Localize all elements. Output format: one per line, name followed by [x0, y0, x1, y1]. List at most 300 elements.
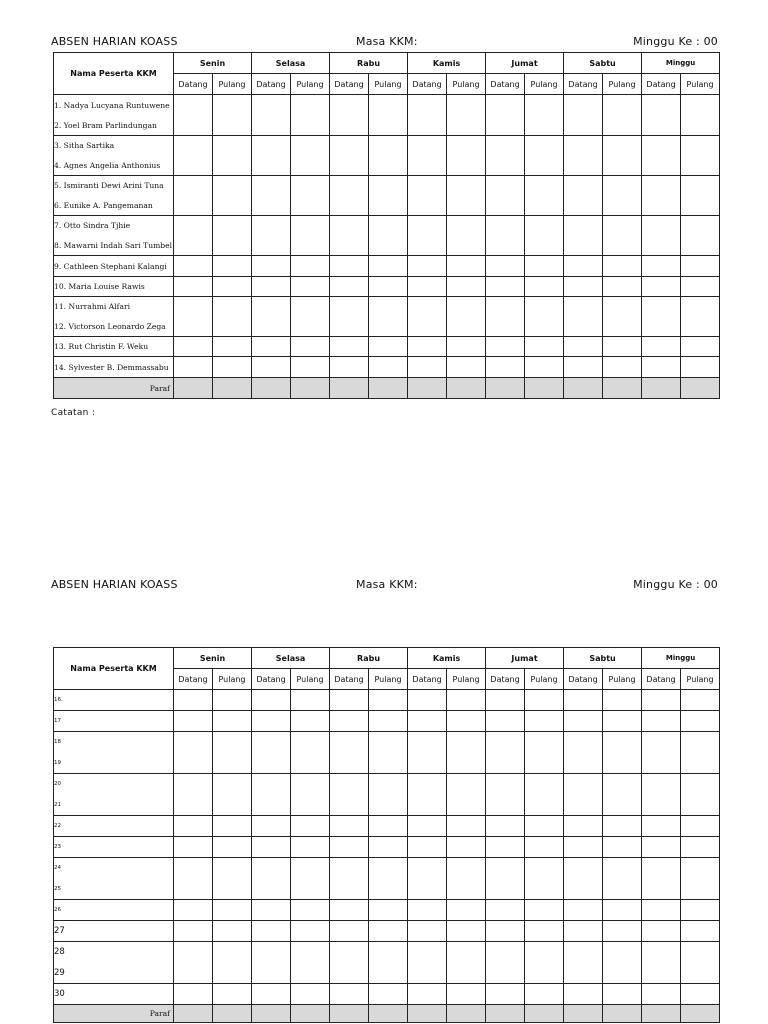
datang-cell[interactable]: [330, 216, 369, 236]
pulang-cell[interactable]: [525, 858, 564, 879]
datang-cell[interactable]: [564, 297, 603, 317]
datang-cell[interactable]: [330, 690, 369, 711]
pulang-cell[interactable]: [447, 136, 486, 156]
pulang-cell[interactable]: [213, 711, 252, 732]
datang-cell[interactable]: [174, 732, 213, 753]
pulang-cell[interactable]: [525, 879, 564, 900]
pulang-cell[interactable]: [369, 297, 408, 317]
pulang-cell[interactable]: [291, 795, 330, 816]
pulang-cell[interactable]: [291, 1005, 330, 1023]
pulang-cell[interactable]: [369, 256, 408, 277]
datang-cell[interactable]: [252, 297, 291, 317]
datang-cell[interactable]: [642, 816, 681, 837]
pulang-cell[interactable]: [525, 984, 564, 1005]
datang-cell[interactable]: [330, 116, 369, 136]
pulang-cell[interactable]: [525, 337, 564, 357]
datang-cell[interactable]: [174, 753, 213, 774]
pulang-cell[interactable]: [681, 963, 720, 984]
pulang-cell[interactable]: [369, 816, 408, 837]
datang-cell[interactable]: [174, 297, 213, 317]
pulang-cell[interactable]: [681, 216, 720, 236]
pulang-cell[interactable]: [681, 196, 720, 216]
pulang-cell[interactable]: [291, 95, 330, 116]
pulang-cell[interactable]: [291, 337, 330, 357]
datang-cell[interactable]: [486, 900, 525, 921]
datang-cell[interactable]: [642, 837, 681, 858]
datang-cell[interactable]: [174, 116, 213, 136]
datang-cell[interactable]: [642, 984, 681, 1005]
pulang-cell[interactable]: [213, 837, 252, 858]
datang-cell[interactable]: [174, 984, 213, 1005]
datang-cell[interactable]: [174, 357, 213, 378]
datang-cell[interactable]: [564, 357, 603, 378]
datang-cell[interactable]: [174, 317, 213, 337]
pulang-cell[interactable]: [291, 753, 330, 774]
datang-cell[interactable]: [330, 136, 369, 156]
pulang-cell[interactable]: [447, 256, 486, 277]
pulang-cell[interactable]: [291, 900, 330, 921]
datang-cell[interactable]: [642, 711, 681, 732]
datang-cell[interactable]: [564, 256, 603, 277]
datang-cell[interactable]: [486, 256, 525, 277]
datang-cell[interactable]: [408, 156, 447, 176]
pulang-cell[interactable]: [603, 690, 642, 711]
datang-cell[interactable]: [174, 1005, 213, 1023]
datang-cell[interactable]: [252, 357, 291, 378]
datang-cell[interactable]: [330, 900, 369, 921]
pulang-cell[interactable]: [369, 753, 408, 774]
datang-cell[interactable]: [564, 837, 603, 858]
datang-cell[interactable]: [408, 900, 447, 921]
datang-cell[interactable]: [408, 378, 447, 399]
pulang-cell[interactable]: [681, 732, 720, 753]
pulang-cell[interactable]: [213, 116, 252, 136]
pulang-cell[interactable]: [603, 984, 642, 1005]
datang-cell[interactable]: [330, 753, 369, 774]
pulang-cell[interactable]: [603, 95, 642, 116]
datang-cell[interactable]: [564, 337, 603, 357]
pulang-cell[interactable]: [681, 690, 720, 711]
datang-cell[interactable]: [408, 1005, 447, 1023]
pulang-cell[interactable]: [291, 879, 330, 900]
pulang-cell[interactable]: [603, 337, 642, 357]
datang-cell[interactable]: [408, 984, 447, 1005]
datang-cell[interactable]: [486, 858, 525, 879]
datang-cell[interactable]: [174, 963, 213, 984]
pulang-cell[interactable]: [213, 176, 252, 196]
datang-cell[interactable]: [564, 753, 603, 774]
datang-cell[interactable]: [330, 921, 369, 942]
datang-cell[interactable]: [642, 900, 681, 921]
pulang-cell[interactable]: [603, 357, 642, 378]
datang-cell[interactable]: [642, 753, 681, 774]
pulang-cell[interactable]: [369, 277, 408, 297]
pulang-cell[interactable]: [447, 317, 486, 337]
datang-cell[interactable]: [642, 337, 681, 357]
pulang-cell[interactable]: [525, 837, 564, 858]
datang-cell[interactable]: [642, 116, 681, 136]
pulang-cell[interactable]: [681, 236, 720, 256]
datang-cell[interactable]: [252, 963, 291, 984]
pulang-cell[interactable]: [681, 774, 720, 795]
datang-cell[interactable]: [408, 277, 447, 297]
pulang-cell[interactable]: [603, 900, 642, 921]
datang-cell[interactable]: [408, 196, 447, 216]
pulang-cell[interactable]: [681, 156, 720, 176]
pulang-cell[interactable]: [213, 337, 252, 357]
pulang-cell[interactable]: [369, 236, 408, 256]
datang-cell[interactable]: [174, 378, 213, 399]
pulang-cell[interactable]: [447, 837, 486, 858]
datang-cell[interactable]: [408, 711, 447, 732]
pulang-cell[interactable]: [291, 176, 330, 196]
pulang-cell[interactable]: [525, 216, 564, 236]
pulang-cell[interactable]: [681, 795, 720, 816]
pulang-cell[interactable]: [291, 156, 330, 176]
pulang-cell[interactable]: [681, 256, 720, 277]
pulang-cell[interactable]: [447, 900, 486, 921]
datang-cell[interactable]: [330, 196, 369, 216]
datang-cell[interactable]: [642, 795, 681, 816]
datang-cell[interactable]: [330, 236, 369, 256]
datang-cell[interactable]: [408, 216, 447, 236]
pulang-cell[interactable]: [525, 256, 564, 277]
datang-cell[interactable]: [330, 317, 369, 337]
pulang-cell[interactable]: [291, 963, 330, 984]
pulang-cell[interactable]: [213, 216, 252, 236]
pulang-cell[interactable]: [525, 236, 564, 256]
datang-cell[interactable]: [330, 378, 369, 399]
pulang-cell[interactable]: [525, 95, 564, 116]
datang-cell[interactable]: [486, 837, 525, 858]
datang-cell[interactable]: [174, 136, 213, 156]
pulang-cell[interactable]: [369, 176, 408, 196]
datang-cell[interactable]: [252, 795, 291, 816]
datang-cell[interactable]: [330, 357, 369, 378]
datang-cell[interactable]: [486, 711, 525, 732]
datang-cell[interactable]: [564, 984, 603, 1005]
pulang-cell[interactable]: [447, 337, 486, 357]
datang-cell[interactable]: [252, 216, 291, 236]
pulang-cell[interactable]: [603, 795, 642, 816]
datang-cell[interactable]: [252, 858, 291, 879]
datang-cell[interactable]: [408, 816, 447, 837]
datang-cell[interactable]: [330, 879, 369, 900]
pulang-cell[interactable]: [603, 753, 642, 774]
datang-cell[interactable]: [252, 900, 291, 921]
pulang-cell[interactable]: [525, 711, 564, 732]
pulang-cell[interactable]: [369, 156, 408, 176]
pulang-cell[interactable]: [681, 136, 720, 156]
datang-cell[interactable]: [174, 156, 213, 176]
pulang-cell[interactable]: [681, 711, 720, 732]
datang-cell[interactable]: [486, 879, 525, 900]
pulang-cell[interactable]: [681, 337, 720, 357]
pulang-cell[interactable]: [603, 236, 642, 256]
pulang-cell[interactable]: [447, 690, 486, 711]
datang-cell[interactable]: [642, 1005, 681, 1023]
datang-cell[interactable]: [174, 176, 213, 196]
pulang-cell[interactable]: [603, 156, 642, 176]
datang-cell[interactable]: [252, 753, 291, 774]
datang-cell[interactable]: [564, 236, 603, 256]
pulang-cell[interactable]: [369, 357, 408, 378]
pulang-cell[interactable]: [603, 837, 642, 858]
pulang-cell[interactable]: [447, 858, 486, 879]
pulang-cell[interactable]: [369, 942, 408, 963]
pulang-cell[interactable]: [369, 136, 408, 156]
datang-cell[interactable]: [252, 95, 291, 116]
pulang-cell[interactable]: [213, 297, 252, 317]
pulang-cell[interactable]: [369, 1005, 408, 1023]
datang-cell[interactable]: [252, 116, 291, 136]
datang-cell[interactable]: [642, 963, 681, 984]
datang-cell[interactable]: [174, 337, 213, 357]
pulang-cell[interactable]: [369, 116, 408, 136]
datang-cell[interactable]: [564, 136, 603, 156]
datang-cell[interactable]: [408, 963, 447, 984]
datang-cell[interactable]: [486, 795, 525, 816]
datang-cell[interactable]: [642, 774, 681, 795]
pulang-cell[interactable]: [603, 1005, 642, 1023]
datang-cell[interactable]: [486, 297, 525, 317]
datang-cell[interactable]: [408, 837, 447, 858]
datang-cell[interactable]: [330, 963, 369, 984]
datang-cell[interactable]: [174, 837, 213, 858]
pulang-cell[interactable]: [291, 984, 330, 1005]
datang-cell[interactable]: [486, 317, 525, 337]
pulang-cell[interactable]: [603, 774, 642, 795]
datang-cell[interactable]: [408, 337, 447, 357]
datang-cell[interactable]: [486, 236, 525, 256]
datang-cell[interactable]: [486, 963, 525, 984]
pulang-cell[interactable]: [525, 816, 564, 837]
datang-cell[interactable]: [486, 216, 525, 236]
datang-cell[interactable]: [408, 858, 447, 879]
pulang-cell[interactable]: [447, 116, 486, 136]
pulang-cell[interactable]: [525, 690, 564, 711]
datang-cell[interactable]: [330, 156, 369, 176]
pulang-cell[interactable]: [369, 216, 408, 236]
datang-cell[interactable]: [252, 921, 291, 942]
datang-cell[interactable]: [564, 690, 603, 711]
datang-cell[interactable]: [564, 900, 603, 921]
datang-cell[interactable]: [408, 317, 447, 337]
datang-cell[interactable]: [642, 732, 681, 753]
pulang-cell[interactable]: [369, 774, 408, 795]
pulang-cell[interactable]: [213, 753, 252, 774]
pulang-cell[interactable]: [213, 816, 252, 837]
pulang-cell[interactable]: [681, 753, 720, 774]
datang-cell[interactable]: [408, 116, 447, 136]
datang-cell[interactable]: [486, 156, 525, 176]
datang-cell[interactable]: [252, 337, 291, 357]
datang-cell[interactable]: [330, 337, 369, 357]
datang-cell[interactable]: [252, 690, 291, 711]
pulang-cell[interactable]: [291, 317, 330, 337]
pulang-cell[interactable]: [369, 337, 408, 357]
datang-cell[interactable]: [252, 984, 291, 1005]
datang-cell[interactable]: [486, 816, 525, 837]
pulang-cell[interactable]: [603, 216, 642, 236]
datang-cell[interactable]: [408, 879, 447, 900]
pulang-cell[interactable]: [447, 95, 486, 116]
pulang-cell[interactable]: [525, 900, 564, 921]
pulang-cell[interactable]: [291, 942, 330, 963]
datang-cell[interactable]: [564, 795, 603, 816]
pulang-cell[interactable]: [525, 1005, 564, 1023]
datang-cell[interactable]: [408, 297, 447, 317]
datang-cell[interactable]: [564, 921, 603, 942]
datang-cell[interactable]: [174, 256, 213, 277]
datang-cell[interactable]: [252, 816, 291, 837]
pulang-cell[interactable]: [447, 357, 486, 378]
pulang-cell[interactable]: [213, 317, 252, 337]
pulang-cell[interactable]: [681, 357, 720, 378]
datang-cell[interactable]: [252, 378, 291, 399]
pulang-cell[interactable]: [603, 816, 642, 837]
datang-cell[interactable]: [252, 711, 291, 732]
datang-cell[interactable]: [564, 963, 603, 984]
pulang-cell[interactable]: [213, 378, 252, 399]
datang-cell[interactable]: [408, 690, 447, 711]
pulang-cell[interactable]: [213, 984, 252, 1005]
datang-cell[interactable]: [408, 357, 447, 378]
pulang-cell[interactable]: [681, 378, 720, 399]
datang-cell[interactable]: [252, 879, 291, 900]
datang-cell[interactable]: [564, 879, 603, 900]
pulang-cell[interactable]: [447, 297, 486, 317]
pulang-cell[interactable]: [291, 357, 330, 378]
pulang-cell[interactable]: [213, 1005, 252, 1023]
datang-cell[interactable]: [330, 837, 369, 858]
pulang-cell[interactable]: [369, 732, 408, 753]
datang-cell[interactable]: [252, 942, 291, 963]
pulang-cell[interactable]: [369, 837, 408, 858]
datang-cell[interactable]: [330, 176, 369, 196]
pulang-cell[interactable]: [369, 690, 408, 711]
datang-cell[interactable]: [564, 196, 603, 216]
datang-cell[interactable]: [408, 256, 447, 277]
pulang-cell[interactable]: [213, 136, 252, 156]
datang-cell[interactable]: [330, 711, 369, 732]
datang-cell[interactable]: [642, 317, 681, 337]
datang-cell[interactable]: [564, 317, 603, 337]
pulang-cell[interactable]: [603, 921, 642, 942]
pulang-cell[interactable]: [603, 277, 642, 297]
datang-cell[interactable]: [564, 711, 603, 732]
pulang-cell[interactable]: [525, 196, 564, 216]
datang-cell[interactable]: [408, 236, 447, 256]
datang-cell[interactable]: [174, 236, 213, 256]
datang-cell[interactable]: [252, 732, 291, 753]
pulang-cell[interactable]: [681, 879, 720, 900]
pulang-cell[interactable]: [603, 732, 642, 753]
pulang-cell[interactable]: [447, 795, 486, 816]
datang-cell[interactable]: [174, 942, 213, 963]
pulang-cell[interactable]: [447, 879, 486, 900]
datang-cell[interactable]: [486, 378, 525, 399]
pulang-cell[interactable]: [447, 156, 486, 176]
datang-cell[interactable]: [174, 690, 213, 711]
pulang-cell[interactable]: [369, 95, 408, 116]
pulang-cell[interactable]: [291, 690, 330, 711]
datang-cell[interactable]: [174, 711, 213, 732]
datang-cell[interactable]: [642, 236, 681, 256]
datang-cell[interactable]: [330, 297, 369, 317]
datang-cell[interactable]: [642, 256, 681, 277]
datang-cell[interactable]: [486, 176, 525, 196]
datang-cell[interactable]: [564, 176, 603, 196]
pulang-cell[interactable]: [525, 753, 564, 774]
datang-cell[interactable]: [564, 942, 603, 963]
pulang-cell[interactable]: [291, 774, 330, 795]
pulang-cell[interactable]: [681, 921, 720, 942]
pulang-cell[interactable]: [291, 297, 330, 317]
pulang-cell[interactable]: [525, 795, 564, 816]
datang-cell[interactable]: [642, 176, 681, 196]
pulang-cell[interactable]: [213, 277, 252, 297]
pulang-cell[interactable]: [369, 900, 408, 921]
pulang-cell[interactable]: [213, 236, 252, 256]
datang-cell[interactable]: [642, 136, 681, 156]
pulang-cell[interactable]: [447, 277, 486, 297]
pulang-cell[interactable]: [525, 277, 564, 297]
datang-cell[interactable]: [642, 216, 681, 236]
pulang-cell[interactable]: [525, 921, 564, 942]
datang-cell[interactable]: [642, 95, 681, 116]
datang-cell[interactable]: [252, 176, 291, 196]
pulang-cell[interactable]: [447, 378, 486, 399]
pulang-cell[interactable]: [291, 711, 330, 732]
datang-cell[interactable]: [174, 196, 213, 216]
pulang-cell[interactable]: [447, 196, 486, 216]
pulang-cell[interactable]: [525, 136, 564, 156]
datang-cell[interactable]: [486, 95, 525, 116]
datang-cell[interactable]: [330, 942, 369, 963]
datang-cell[interactable]: [174, 879, 213, 900]
datang-cell[interactable]: [642, 858, 681, 879]
datang-cell[interactable]: [564, 1005, 603, 1023]
datang-cell[interactable]: [252, 774, 291, 795]
datang-cell[interactable]: [486, 732, 525, 753]
pulang-cell[interactable]: [213, 879, 252, 900]
pulang-cell[interactable]: [447, 984, 486, 1005]
datang-cell[interactable]: [330, 795, 369, 816]
datang-cell[interactable]: [486, 277, 525, 297]
pulang-cell[interactable]: [681, 1005, 720, 1023]
pulang-cell[interactable]: [525, 378, 564, 399]
pulang-cell[interactable]: [369, 921, 408, 942]
datang-cell[interactable]: [564, 277, 603, 297]
datang-cell[interactable]: [252, 837, 291, 858]
pulang-cell[interactable]: [291, 858, 330, 879]
pulang-cell[interactable]: [213, 921, 252, 942]
datang-cell[interactable]: [330, 732, 369, 753]
pulang-cell[interactable]: [603, 963, 642, 984]
pulang-cell[interactable]: [525, 156, 564, 176]
pulang-cell[interactable]: [603, 378, 642, 399]
pulang-cell[interactable]: [291, 116, 330, 136]
datang-cell[interactable]: [486, 357, 525, 378]
datang-cell[interactable]: [486, 337, 525, 357]
datang-cell[interactable]: [330, 858, 369, 879]
datang-cell[interactable]: [408, 732, 447, 753]
datang-cell[interactable]: [642, 378, 681, 399]
datang-cell[interactable]: [486, 753, 525, 774]
pulang-cell[interactable]: [291, 378, 330, 399]
datang-cell[interactable]: [564, 774, 603, 795]
